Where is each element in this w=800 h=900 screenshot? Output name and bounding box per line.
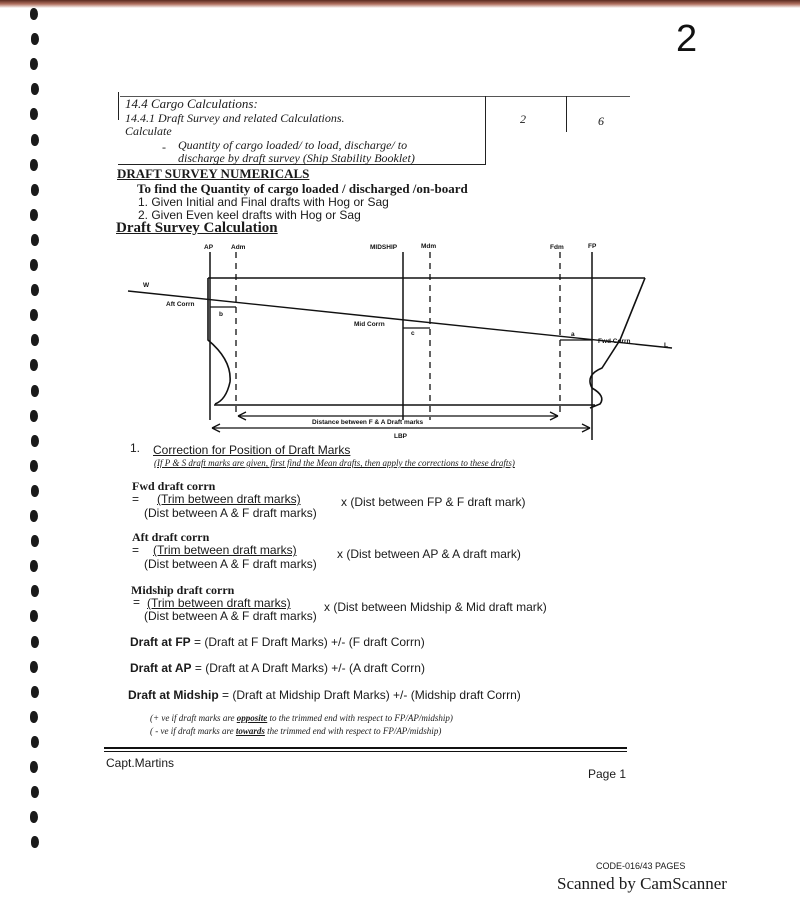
- footer-rule-thin: [104, 751, 627, 752]
- note-plus-pre: (+ ve if draft marks are: [150, 713, 237, 723]
- label-midship: MIDSHIP: [370, 244, 398, 251]
- label-c: c: [411, 330, 415, 337]
- note-minus-post: the trimmed end with respect to FP/AP/midship): [264, 726, 442, 736]
- hull-stern: [208, 278, 230, 404]
- footer-page: Page 1: [588, 767, 627, 781]
- label-a: a: [571, 331, 575, 338]
- correction-number: 1.: [130, 441, 141, 455]
- label-fdm: Fdm: [550, 244, 564, 251]
- label-lbp: LBP: [394, 433, 407, 440]
- draft-ap-rest: = (Draft at A Draft Marks) +/- (A draft Corrn): [191, 661, 425, 675]
- label-adm: Adm: [231, 244, 246, 251]
- draft-mid-label: Draft at Midship: [128, 688, 219, 702]
- mid-eq: =: [133, 595, 141, 609]
- fwd-rest: x (Dist between FP & F draft mark): [341, 495, 526, 509]
- draft-ap-line: [130, 661, 425, 675]
- draft-mid-line: [128, 688, 521, 702]
- label-l: L: [664, 342, 668, 349]
- footer-rule: [104, 747, 627, 749]
- note-minus-pre: ( - ve if draft marks are: [150, 726, 236, 736]
- label-b: b: [219, 311, 223, 318]
- note-plus-key: opposite: [236, 713, 268, 723]
- correction-title: Correction for Position of Draft Marks: [153, 443, 351, 457]
- numericals-title: DRAFT SURVEY NUMERICALS: [117, 166, 310, 181]
- aft-rest: x (Dist between AP & A draft mark): [337, 547, 521, 561]
- bullet-line-2: discharge by draft survey (Ship Stability Booklet): [178, 151, 415, 165]
- note-plus: [150, 713, 453, 723]
- header-col-b: 6: [598, 114, 604, 128]
- note-plus-post: to the trimmed end with respect to FP/AP/midship): [267, 713, 453, 723]
- numericals-item-1: 1. Given Initial and Final drafts with Hog or Sag: [138, 195, 389, 209]
- numericals-item-2: 2. Given Even keel drafts with Hog or Sag: [138, 208, 361, 222]
- mid-title: Midship draft corrn: [131, 583, 235, 597]
- label-fp: FP: [588, 243, 597, 250]
- fwd-eq: =: [132, 492, 140, 506]
- fwd-denominator: (Dist between A & F draft marks): [144, 506, 317, 520]
- aft-denominator: (Dist between A & F draft marks): [144, 557, 317, 571]
- aft-title: Aft draft corrn: [132, 530, 210, 544]
- draft-mid-rest: = (Draft at Midship Draft Marks) +/- (Midship draft Corrn): [218, 688, 521, 702]
- subsection-title: 14.4.1 Draft Survey and related Calculations.: [125, 111, 345, 125]
- draft-fp-line: [130, 635, 425, 649]
- page-number: 2: [676, 18, 698, 60]
- footer-code: CODE-016/43 PAGES: [596, 861, 686, 871]
- header-col-a: 2: [520, 112, 526, 126]
- label-aft-corrn: Aft Corrn: [166, 301, 195, 308]
- fwd-title: Fwd draft corrn: [132, 479, 216, 493]
- fwd-numerator: (Trim between draft marks): [157, 492, 301, 506]
- camscanner-mark: Scanned by CamScanner: [557, 874, 727, 893]
- label-fwd-corrn: Fwd Corrn: [598, 338, 631, 345]
- draft-fp-rest: = (Draft at F Draft Marks) +/- (F draft Corrn): [190, 635, 425, 649]
- mid-denominator: (Dist between A & F draft marks): [144, 609, 317, 623]
- section-title: 14.4 Cargo Calculations:: [125, 96, 258, 111]
- aft-eq: =: [132, 543, 140, 557]
- numericals-intro: To find the Quantity of cargo loaded / discharged /on-board: [137, 181, 468, 196]
- calc-title: Draft Survey Calculation: [116, 220, 278, 236]
- bullet-line-1: Quantity of cargo loaded/ to load, discharge/ to: [178, 138, 408, 152]
- label-w: W: [143, 282, 150, 289]
- note-minus: [150, 726, 441, 736]
- footer-author: Capt.Martins: [106, 756, 175, 770]
- label-mdm: Mdm: [421, 243, 437, 250]
- label-dist-marks: Distance between F & A Draft marks: [312, 419, 424, 426]
- note-minus-key: towards: [235, 726, 265, 736]
- draft-ap-label: Draft at AP: [130, 661, 192, 675]
- draft-fp-label: Draft at FP: [130, 635, 191, 649]
- aft-numerator: (Trim between draft marks): [153, 543, 297, 557]
- label-ap: AP: [204, 244, 214, 251]
- correction-note: (If P & S draft marks are given, first find the Mean drafts, then apply the corrections to these drafts): [154, 458, 515, 468]
- label-mid-corrn: Mid Corrn: [354, 321, 385, 328]
- bullet-mark: -: [162, 140, 166, 154]
- mid-numerator: (Trim between draft marks): [147, 596, 291, 610]
- calculate-label: Calculate: [125, 124, 172, 138]
- mid-rest: x (Dist between Midship & Mid draft mark): [324, 600, 547, 614]
